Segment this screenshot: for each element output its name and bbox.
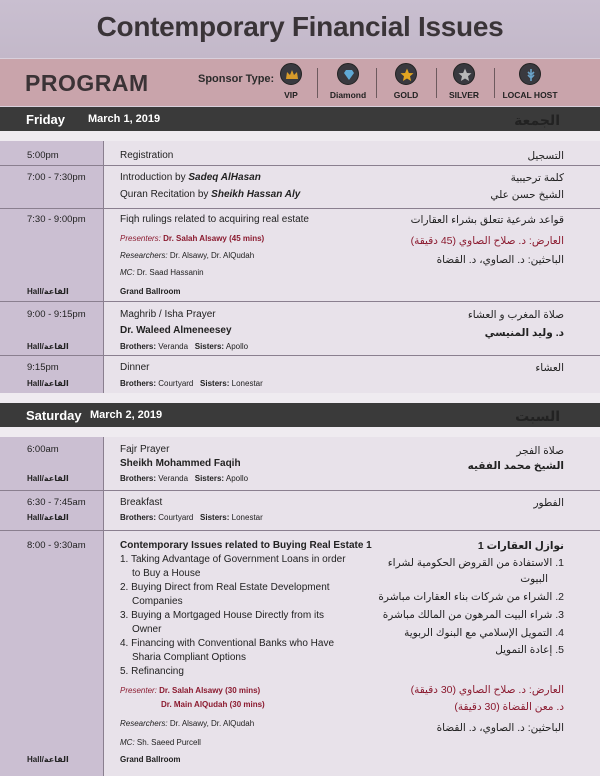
list-item-ar: 4. التمويل الإسلامي مع البنوك الربوية — [404, 627, 564, 639]
researchers-line: Researchers: Dr. Alsawy, Dr. AlQudah — [120, 251, 255, 260]
saturday-schedule — [0, 437, 600, 776]
hall-label: Hall/القاعة — [27, 379, 69, 388]
row-divider — [0, 490, 600, 491]
crown-icon — [280, 63, 302, 85]
event-time: 9:15pm — [27, 362, 59, 373]
list-item-ar: 2. الشراء من شركات بناء العقارات مباشرة — [378, 591, 564, 603]
friday-schedule — [0, 141, 600, 401]
spacer — [0, 393, 600, 403]
event-title: Dinner — [120, 362, 150, 373]
location-line: Brothers: Veranda Sisters: Apollo — [120, 474, 249, 483]
event-title-ar: العشاء — [535, 362, 564, 374]
column-divider — [103, 141, 104, 401]
event-time: 7:00 - 7:30pm — [27, 172, 86, 183]
event-time: 8:00 - 9:30am — [27, 540, 86, 551]
event-time: 5:00pm — [27, 150, 59, 161]
event-time: 6:30 - 7:45am — [27, 497, 86, 508]
list-item: 2. Buying Direct from Real Estate Development — [120, 582, 330, 593]
researchers-line: Researchers: Dr. Alsawy, Dr. AlQudah — [120, 719, 255, 728]
mc-line: MC: Sh. Saeed Purcell — [120, 738, 201, 747]
day-en: Saturday — [26, 408, 82, 423]
day-en: Friday — [26, 112, 66, 127]
hall-label: Hall/القاعة — [27, 474, 69, 483]
room-name: Grand Ballroom — [120, 287, 181, 296]
event-speaker-ar: د. وليد المنيسي — [484, 327, 564, 339]
list-item: 4. Financing with Conventional Banks who Have — [120, 638, 335, 649]
event-time: 7:30 - 9:00pm — [27, 214, 86, 225]
recitation-line: Quran Recitation by Sheikh Hassan Aly — [120, 189, 301, 200]
day-ar: السبت — [515, 408, 560, 424]
presenters-line: Presenters: Dr. Salah Alsawy (45 mins) — [120, 234, 265, 243]
event-title: Fajr Prayer — [120, 444, 170, 455]
sponsor-tier-silver: SILVER — [429, 63, 499, 100]
event-speaker: Sheikh Mohammed Faqih — [120, 458, 241, 469]
wheat-icon — [519, 63, 541, 85]
list-item-cont: Companies — [132, 596, 183, 607]
researchers-ar: الباحثين: د. الصاوي، د. القضاة — [436, 722, 564, 734]
location-line: Brothers: Veranda Sisters: Apollo — [120, 342, 249, 351]
sponsor-tier-vip: VIP — [256, 63, 326, 100]
sponsor-type-label: Sponsor Type: — [198, 73, 275, 85]
researchers-ar: الباحثين: د. الصاوي، د. القضاة — [436, 254, 564, 266]
presenter-2: Dr. Main AlQudah (30 mins) — [161, 700, 265, 709]
room-name: Grand Ballroom — [120, 755, 181, 764]
page-title: Contemporary Financial Issues — [96, 11, 504, 42]
list-item-ar: 1. الاستفادة من القروض الحكومية لشراء — [387, 557, 564, 569]
event-speaker: Dr. Waleed Almeneesey — [120, 325, 232, 336]
day-date: March 2, 2019 — [90, 409, 163, 421]
event-title-ar: صلاة الفجر — [516, 445, 564, 457]
list-item-ar: 5. إعادة التمويل — [495, 644, 564, 656]
event-title: Breakfast — [120, 497, 163, 508]
event-title: Contemporary Issues related to Buying Real Estate 1 — [120, 540, 372, 551]
day-date: March 1, 2019 — [88, 113, 161, 125]
list-item: 5. Refinancing — [120, 666, 184, 677]
event-speaker-ar: الشيخ حسن علي — [490, 189, 564, 201]
event-title: Fiqh rulings related to acquiring real estate — [120, 214, 309, 225]
hall-label: Hall/القاعة — [27, 287, 69, 296]
sponsor-tier-gold: GOLD — [371, 63, 441, 100]
location-line: Brothers: Courtyard Sisters: Lonestar — [120, 513, 263, 522]
mc-line: MC: Dr. Saad Hassanin — [120, 268, 204, 277]
spacer — [0, 131, 600, 141]
event-title-ar: التسجيل — [527, 150, 564, 162]
title-band — [0, 0, 600, 58]
presenter-ar: العارض: د. صلاح الصاوي (45 دقيقة) — [410, 235, 564, 247]
event-time: 9:00 - 9:15pm — [27, 309, 86, 320]
list-item-cont: Sharia Compliant Options — [132, 652, 246, 663]
event-title-ar: الفطور — [533, 497, 564, 509]
event-title: Maghrib / Isha Prayer — [120, 309, 216, 320]
hall-label: Hall/القاعة — [27, 755, 69, 764]
program-label: PROGRAM — [25, 70, 149, 96]
row-divider — [0, 301, 600, 302]
event-time: 6:00am — [27, 444, 59, 455]
presenter-ar: د. معن القضاة (30 دقيقة) — [454, 701, 564, 713]
hall-label: Hall/القاعة — [27, 342, 69, 351]
row-divider — [0, 165, 600, 166]
day-ar: الجمعة — [514, 112, 560, 128]
event-speaker-ar: الشيخ محمد الفقيه — [467, 460, 564, 472]
location-line: Brothers: Courtyard Sisters: Lonestar — [120, 379, 263, 388]
event-title-ar: كلمة ترحيبية — [510, 172, 564, 184]
list-item-ar: البيوت — [520, 573, 548, 585]
event-title-ar: صلاة المغرب و العشاء — [467, 309, 564, 321]
presenters-line: Presenter: Dr. Salah Alsawy (30 mins) — [120, 686, 261, 695]
list-item-cont: Owner — [132, 624, 162, 635]
day-header-friday — [0, 107, 600, 131]
row-divider — [0, 355, 600, 356]
hall-label: Hall/القاعة — [27, 513, 69, 522]
presenter-ar: العارض: د. صلاح الصاوي (30 دقيقة) — [410, 684, 564, 696]
star-icon — [453, 63, 475, 85]
column-divider — [103, 437, 104, 776]
day-header-saturday — [0, 403, 600, 427]
star-icon — [395, 63, 417, 85]
list-item: 3. Buying a Mortgaged House Directly from its — [120, 610, 324, 621]
row-divider — [0, 208, 600, 209]
intro-line: Introduction by Sadeq AlHasan — [120, 172, 261, 183]
sponsor-tier-local-host: LOCAL HOST — [495, 63, 565, 100]
sponsor-tier-diamond: Diamond — [313, 63, 383, 100]
row-divider — [0, 530, 600, 531]
diamond-icon — [337, 63, 359, 85]
list-item: 1. Taking Advantage of Government Loans in order — [120, 554, 346, 565]
event-title-ar: نوازل العقارات 1 — [477, 540, 564, 552]
list-item-ar: 3. شراء البيت المرهون من المالك مباشرة — [382, 609, 564, 621]
event-title: Registration — [120, 150, 174, 161]
list-item-cont: to Buy a House — [132, 568, 201, 579]
event-title-ar: قواعد شرعية تتعلق بشراء العقارات — [410, 214, 564, 226]
spacer — [0, 427, 600, 437]
